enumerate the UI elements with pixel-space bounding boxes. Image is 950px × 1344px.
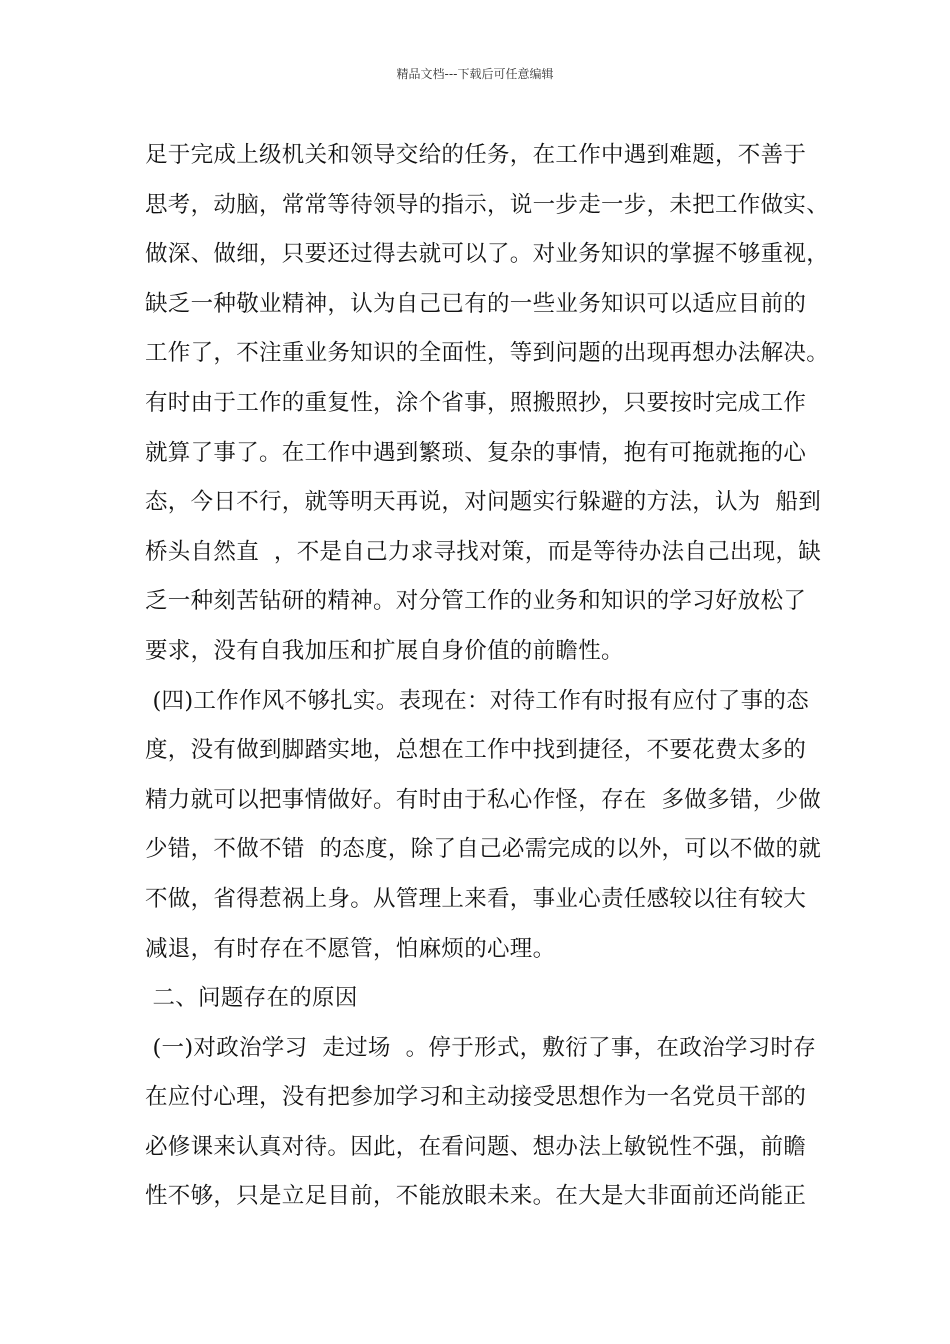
text-line: 工作了，不注重业务知识的全面性，等到问题的出现再想办法解决。: [145, 340, 830, 367]
text-line: 必修课来认真对待。因此，在看问题、想办法上敏锐性不强，前瞻: [145, 1133, 807, 1160]
text-line: (一)对政治学习 走过场 。停于形式，敷衍了事，在政治学习时存: [145, 1034, 817, 1061]
text-line: 缺乏一种敬业精神，认为自己已有的一些业务知识可以适应目前的: [145, 290, 807, 317]
text-line: 做深、做细，只要还过得去就可以了。对业务知识的掌握不够重视，: [145, 241, 830, 268]
text-line: 要求，没有自我加压和扩展自身价值的前瞻性。: [145, 637, 624, 664]
text-line: 度，没有做到脚踏实地，总想在工作中找到捷径，不要花费太多的: [145, 737, 807, 764]
text-line: 乏一种刻苦钻研的精神。对分管工作的业务和知识的学习好放松了: [145, 588, 807, 615]
text-line: 不做，省得惹祸上身。从管理上来看，事业心责任感较以往有较大: [145, 885, 807, 912]
text-line: 思考，动脑，常常等待领导的指示，说一步走一步，未把工作做实、: [145, 191, 830, 218]
text-line: 减退，有时存在不愿管，怕麻烦的心理。: [145, 935, 556, 962]
page-header: 精品文档---下载后可任意编辑: [396, 67, 554, 81]
text-line: 精力就可以把事情做好。有时由于私心作怪，存在 多做多错，少做: [145, 786, 822, 813]
text-line: (四)工作作风不够扎实。表现在：对待工作有时报有应付了事的态: [145, 687, 810, 714]
text-line: 态，今日不行，就等明天再说，对问题实行躲避的方法，认为 船到: [145, 489, 822, 516]
text-line: 就算了事了。在工作中遇到繁琐、复杂的事情，抱有可拖就拖的心: [145, 439, 807, 466]
text-line: 足于完成上级机关和领导交给的任务，在工作中遇到难题，不善于: [145, 142, 807, 168]
text-line: 有时由于工作的重复性，涂个省事，照搬照抄，只要按时完成工作: [145, 389, 807, 416]
text-line: 少错，不做不错 的态度，除了自己必需完成的以外，可以不做的就: [145, 836, 822, 863]
text-line: 桥头自然直 ，不是自己力求寻找对策，而是等待办法自己出现，缺: [145, 538, 822, 565]
text-line: 性不够，只是立足目前，不能放眼未来。在大是大非面前还尚能正: [145, 1183, 807, 1210]
text-line: 二、问题存在的原因: [145, 985, 358, 1012]
document-body: [145, 131, 845, 1222]
text-line: 在应付心理，没有把参加学习和主动接受思想作为一名党员干部的: [145, 1084, 807, 1111]
